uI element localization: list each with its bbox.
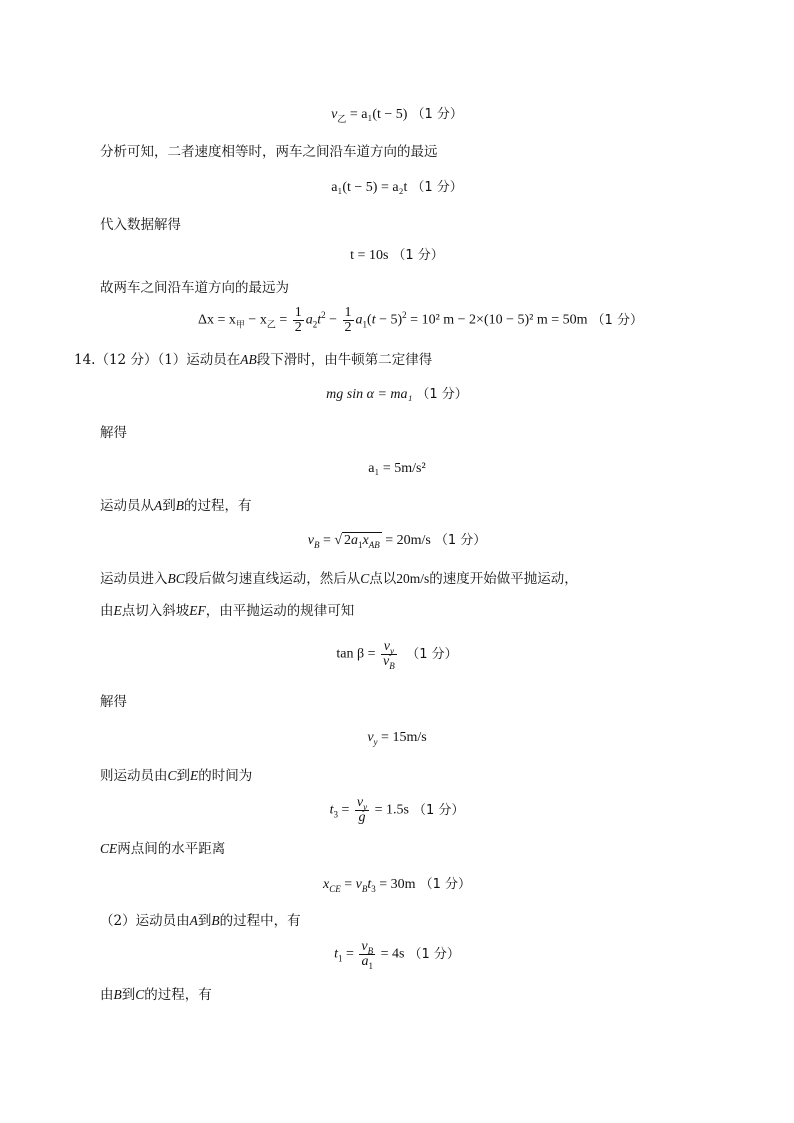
paragraph-substitute: 代入数据解得 [100,217,181,233]
equation-t3: $t_3$ = $\frac{v_y}{g}$ = 1.5s （1 分） [329,795,465,825]
fraction-half-1: $\frac{1}{2}$ [294,305,302,335]
paragraph-ce-distance: CE两点间的水平距离 [100,841,226,857]
equation-xce: $x_{CE} = v_Bt_3 = 30m$ （1 分） [323,877,471,894]
paragraph-bc-motion: 运动员进入BC段后做匀速直线运动，然后从C点以20m/s的速度开始做平抛运动， [100,571,578,587]
paragraph-b-to-c: 由B到C的过程，有 [100,987,212,1003]
paragraph-a-to-b: 运动员从A到B的过程，有 [100,498,252,514]
equation-v-yi: $v_乙 = a_1(t - 5)$ （1 分） [331,107,463,124]
equation-delta-x: $\Delta x = x_甲 - x_乙$ = $\frac{1}{2}$ $a_2t^2$ − $\frac{1}{2}$ $a_1(t - 5)^2 = 10^2$ m − 2×(10 − 5)² m = 50m （1 分） [198,305,643,335]
paragraph-analysis: 分析可知，二者速度相等时，两车之间沿车道方向的最远 [100,144,438,160]
paragraph-farthest: 故两车之间沿车道方向的最远为 [100,280,289,296]
equation-equal-speed: a₁(t − 5) = a₂t （1 分） [331,180,463,195]
equation-newton: mg sin α = ma₁ （1 分） [326,387,468,402]
equation-t: t = 10s （1 分） [350,248,444,263]
paragraph-ef-slope: 由E点切入斜坡EF，由平抛运动的规律可知 [100,603,355,619]
equation-vb: $v_B$ = √ $2a_1x_{AB} = 20m/s$ （1 分） [307,533,487,550]
equation-a1: a₁ = 5m/s² [368,461,426,476]
fraction-vb-a1: $\frac{v_B}{a_1}$ [361,939,374,971]
paragraph-solve-2: 解得 [100,694,127,710]
fraction-vy-g: $\frac{v_y}{g}$ [356,795,368,825]
paragraph-c-to-e-time: 则运动员由C到E的时间为 [100,768,253,784]
paragraph-solve-1: 解得 [100,425,127,441]
question-14-part-2: （2）运动员由A到B的过程中，有 [100,913,301,929]
question-14-heading: 14.（12 分）（1）运动员在AB段下滑时，由牛顿第二定律得 [74,352,433,368]
equation-tan-beta: tan β = $\frac{v_y}{v_B}$ （1 分） [336,639,458,671]
fraction-half-2: $\frac{1}{2}$ [344,305,352,335]
equation-vy: $v_y = 15m/s$ [367,730,427,747]
equation-t1: $t_1$ = $\frac{v_B}{a_1}$ = 4s （1 分） [334,939,460,971]
fraction-vy-vb: $\frac{v_y}{v_B}$ [383,639,395,671]
